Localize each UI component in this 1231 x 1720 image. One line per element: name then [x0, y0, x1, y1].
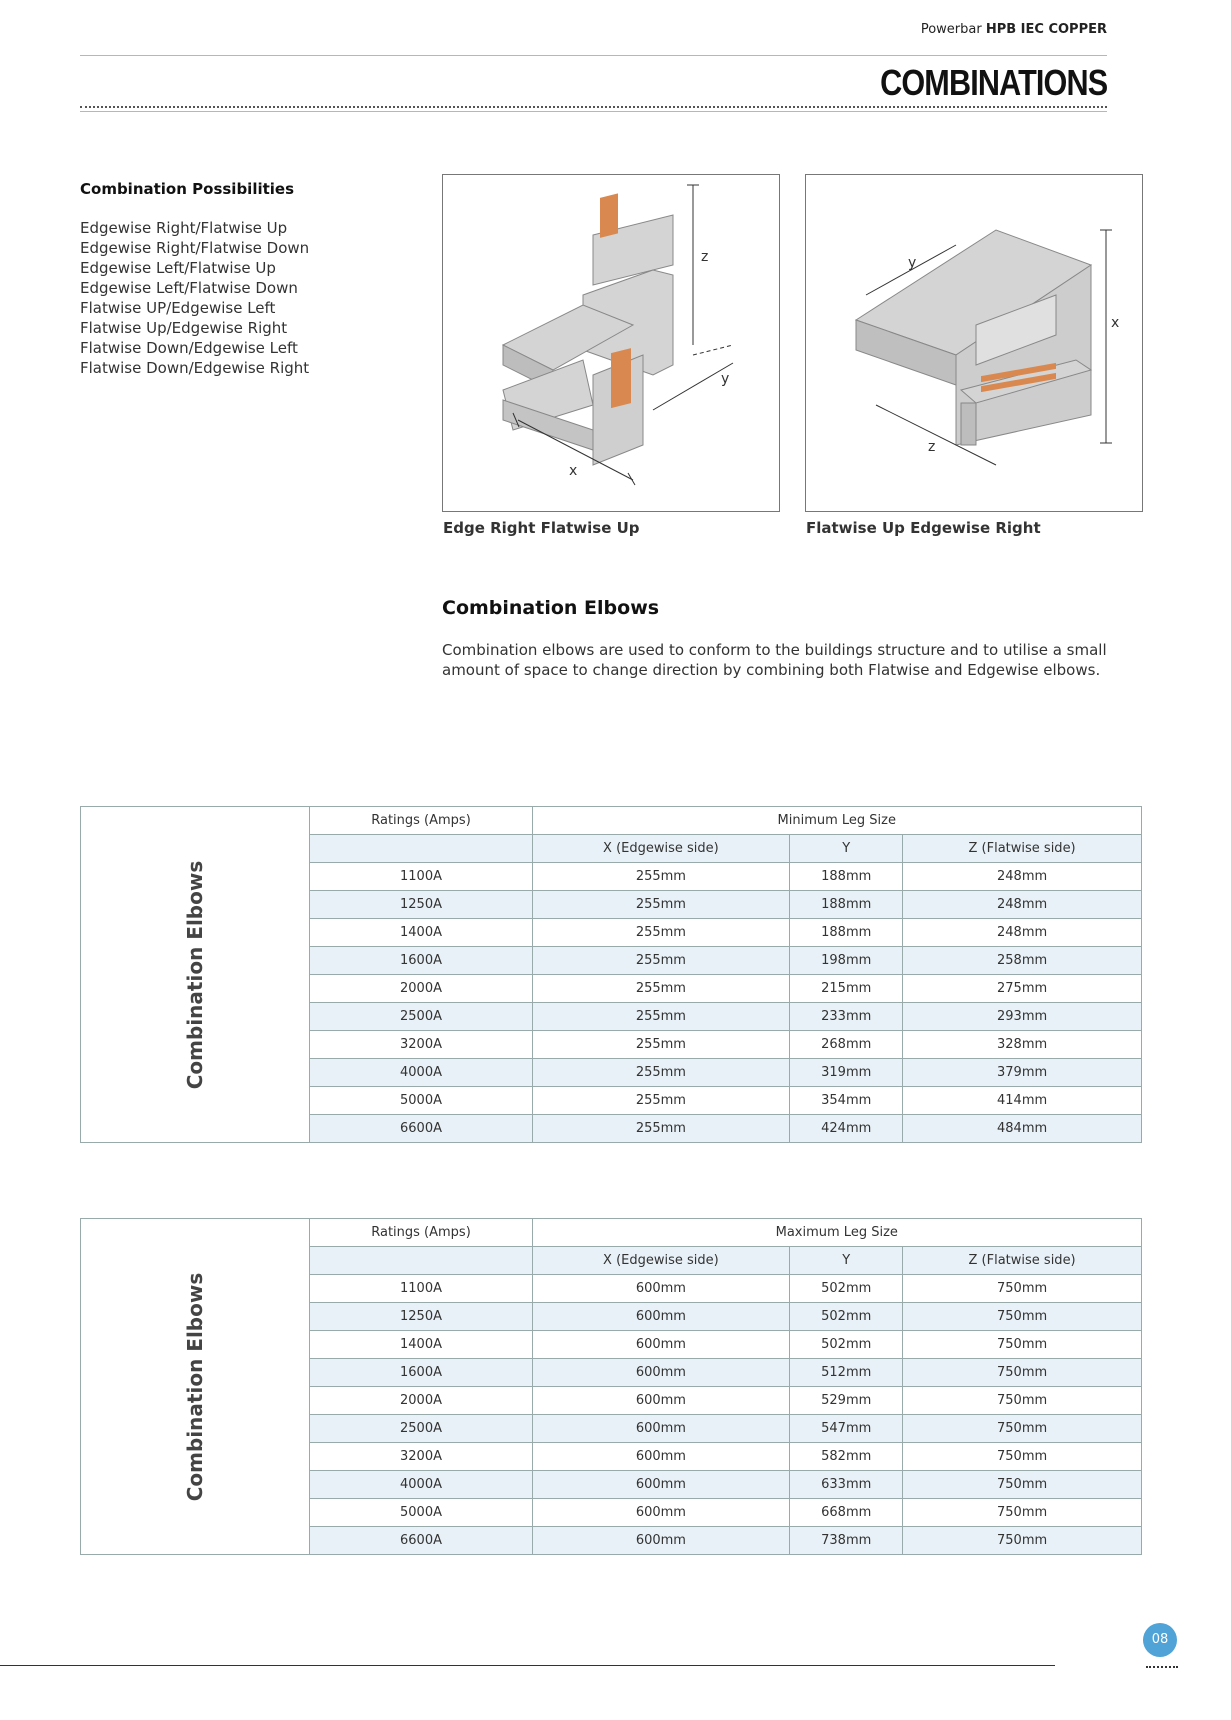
- cell: 600mm: [532, 1499, 790, 1527]
- cell: 582mm: [790, 1443, 903, 1471]
- cell: 255mm: [532, 863, 790, 891]
- cell: 529mm: [790, 1387, 903, 1415]
- cell: 750mm: [903, 1443, 1142, 1471]
- cell: 255mm: [532, 1031, 790, 1059]
- cell: 2000A: [310, 975, 532, 1003]
- list-item: Edgewise Right/Flatwise Down: [80, 239, 310, 257]
- cell: 750mm: [903, 1331, 1142, 1359]
- dimension-y-label: y: [721, 371, 730, 387]
- brand-line: [921, 22, 1107, 37]
- cell: 255mm: [532, 947, 790, 975]
- page-number-dots: [1146, 1666, 1178, 1668]
- cell: 188mm: [790, 891, 903, 919]
- cell: 600mm: [532, 1387, 790, 1415]
- cell: 633mm: [790, 1471, 903, 1499]
- group-header: Minimum Leg Size: [532, 807, 1141, 835]
- cell: 1250A: [310, 1303, 532, 1331]
- cell: 248mm: [903, 863, 1142, 891]
- dimension-z-label: z: [701, 249, 709, 265]
- cell: 6600A: [310, 1115, 532, 1143]
- list-item: Flatwise Up/Edgewise Right: [80, 319, 288, 337]
- cell: 233mm: [790, 1003, 903, 1031]
- cell: 750mm: [903, 1303, 1142, 1331]
- list-item: Edgewise Left/Flatwise Down: [80, 279, 298, 297]
- cell: 354mm: [790, 1087, 903, 1115]
- list-item: Edgewise Right/Flatwise Up: [80, 219, 288, 237]
- cell: 750mm: [903, 1387, 1142, 1415]
- page-number: 08: [1143, 1623, 1177, 1657]
- section-description: Combination elbows are used to conform to the buildings structure and to utilise a small amount of space to change direction by combining both Flatwise and Edgewise elbows.: [442, 641, 1107, 679]
- list-item: Edgewise Left/Flatwise Up: [80, 259, 276, 277]
- cell: 750mm: [903, 1275, 1142, 1303]
- cell: 2000A: [310, 1387, 532, 1415]
- cell: 4000A: [310, 1059, 532, 1087]
- cell: 255mm: [532, 975, 790, 1003]
- table-side-label: Combination Elbows: [183, 860, 208, 1089]
- ratings-header: Ratings (Amps): [310, 1219, 532, 1247]
- minimum-leg-size-table: [80, 806, 1142, 1143]
- cell: 738mm: [790, 1527, 903, 1555]
- footer-rule: [0, 1665, 1055, 1666]
- cell: 484mm: [903, 1115, 1142, 1143]
- column-header: X (Edgewise side): [532, 835, 790, 863]
- maximum-leg-size-table: [80, 1218, 1142, 1555]
- column-header: Y: [790, 1247, 903, 1275]
- cell: 1100A: [310, 863, 532, 891]
- cell: 1400A: [310, 1331, 532, 1359]
- cell: 328mm: [903, 1031, 1142, 1059]
- elbow-illustration-1: [443, 175, 779, 511]
- cell: 600mm: [532, 1275, 790, 1303]
- dimension-x-label: x: [569, 463, 578, 479]
- figure-flatwise-up-edgewise-right: [805, 174, 1143, 512]
- dimension-z-label: z: [928, 439, 936, 455]
- cell: 750mm: [903, 1471, 1142, 1499]
- cell: 5000A: [310, 1499, 532, 1527]
- dimension-x-label: x: [1111, 315, 1120, 331]
- cell: 750mm: [903, 1527, 1142, 1555]
- brand-prefix: Powerbar: [920, 22, 982, 37]
- cell: 188mm: [790, 919, 903, 947]
- cell: 502mm: [790, 1331, 903, 1359]
- column-header: Y: [790, 835, 903, 863]
- cell: 293mm: [903, 1003, 1142, 1031]
- cell: 255mm: [532, 1059, 790, 1087]
- cell: 248mm: [903, 891, 1142, 919]
- column-header: [310, 835, 532, 863]
- column-header: X (Edgewise side): [532, 1247, 790, 1275]
- cell: 248mm: [903, 919, 1142, 947]
- cell: 750mm: [903, 1499, 1142, 1527]
- cell: 1600A: [310, 1359, 532, 1387]
- cell: 4000A: [310, 1471, 532, 1499]
- column-header: Z (Flatwise side): [903, 1247, 1142, 1275]
- cell: 198mm: [790, 947, 903, 975]
- group-header: Maximum Leg Size: [532, 1219, 1141, 1247]
- cell: 215mm: [790, 975, 903, 1003]
- header-rule: [80, 55, 1107, 56]
- cell: 6600A: [310, 1527, 532, 1555]
- cell: 502mm: [790, 1303, 903, 1331]
- cell: 1100A: [310, 1275, 532, 1303]
- page-title: COMBINATIONS: [879, 62, 1107, 103]
- cell: 255mm: [532, 1087, 790, 1115]
- cell: 258mm: [903, 947, 1142, 975]
- cell: 319mm: [790, 1059, 903, 1087]
- title-rule: [80, 111, 1107, 112]
- cell: 1600A: [310, 947, 532, 975]
- title-dotted-rule: [80, 106, 1107, 108]
- figure-edge-right-flatwise-up: [442, 174, 780, 512]
- cell: 750mm: [903, 1359, 1142, 1387]
- brand-product: HPB IEC COPPER: [985, 22, 1107, 37]
- list-item: Flatwise Down/Edgewise Right: [80, 359, 310, 377]
- elbow-illustration-2: [806, 175, 1142, 511]
- cell: 502mm: [790, 1275, 903, 1303]
- cell: 668mm: [790, 1499, 903, 1527]
- cell: 600mm: [532, 1527, 790, 1555]
- cell: 600mm: [532, 1415, 790, 1443]
- figure-caption-2: Flatwise Up Edgewise Right: [806, 519, 1041, 537]
- cell: 2500A: [310, 1415, 532, 1443]
- cell: 255mm: [532, 891, 790, 919]
- cell: 547mm: [790, 1415, 903, 1443]
- cell: 1250A: [310, 891, 532, 919]
- cell: 268mm: [790, 1031, 903, 1059]
- cell: 255mm: [532, 919, 790, 947]
- cell: 600mm: [532, 1471, 790, 1499]
- possibilities-list: [80, 218, 309, 378]
- cell: 600mm: [532, 1303, 790, 1331]
- possibilities-title: Combination Possibilities: [80, 180, 295, 198]
- table-side-label-cell: [81, 807, 310, 1143]
- cell: 1400A: [310, 919, 532, 947]
- section-title: Combination Elbows: [442, 597, 660, 619]
- cell: 424mm: [790, 1115, 903, 1143]
- cell: 512mm: [790, 1359, 903, 1387]
- list-item: Flatwise Down/Edgewise Left: [80, 339, 298, 357]
- cell: 3200A: [310, 1031, 532, 1059]
- column-header: Z (Flatwise side): [903, 835, 1142, 863]
- cell: 255mm: [532, 1003, 790, 1031]
- cell: 2500A: [310, 1003, 532, 1031]
- cell: 275mm: [903, 975, 1142, 1003]
- cell: 255mm: [532, 1115, 790, 1143]
- cell: 600mm: [532, 1359, 790, 1387]
- cell: 5000A: [310, 1087, 532, 1115]
- table-side-label-cell: [81, 1219, 310, 1555]
- column-header: [310, 1247, 532, 1275]
- cell: 379mm: [903, 1059, 1142, 1087]
- cell: 3200A: [310, 1443, 532, 1471]
- list-item: Flatwise UP/Edgewise Left: [80, 299, 276, 317]
- cell: 750mm: [903, 1415, 1142, 1443]
- figure-caption-1: Edge Right Flatwise Up: [443, 519, 640, 537]
- ratings-header: Ratings (Amps): [310, 807, 532, 835]
- cell: 600mm: [532, 1443, 790, 1471]
- cell: 600mm: [532, 1331, 790, 1359]
- dimension-y-label: y: [908, 255, 917, 271]
- table-side-label: Combination Elbows: [183, 1272, 208, 1501]
- cell: 188mm: [790, 863, 903, 891]
- cell: 414mm: [903, 1087, 1142, 1115]
